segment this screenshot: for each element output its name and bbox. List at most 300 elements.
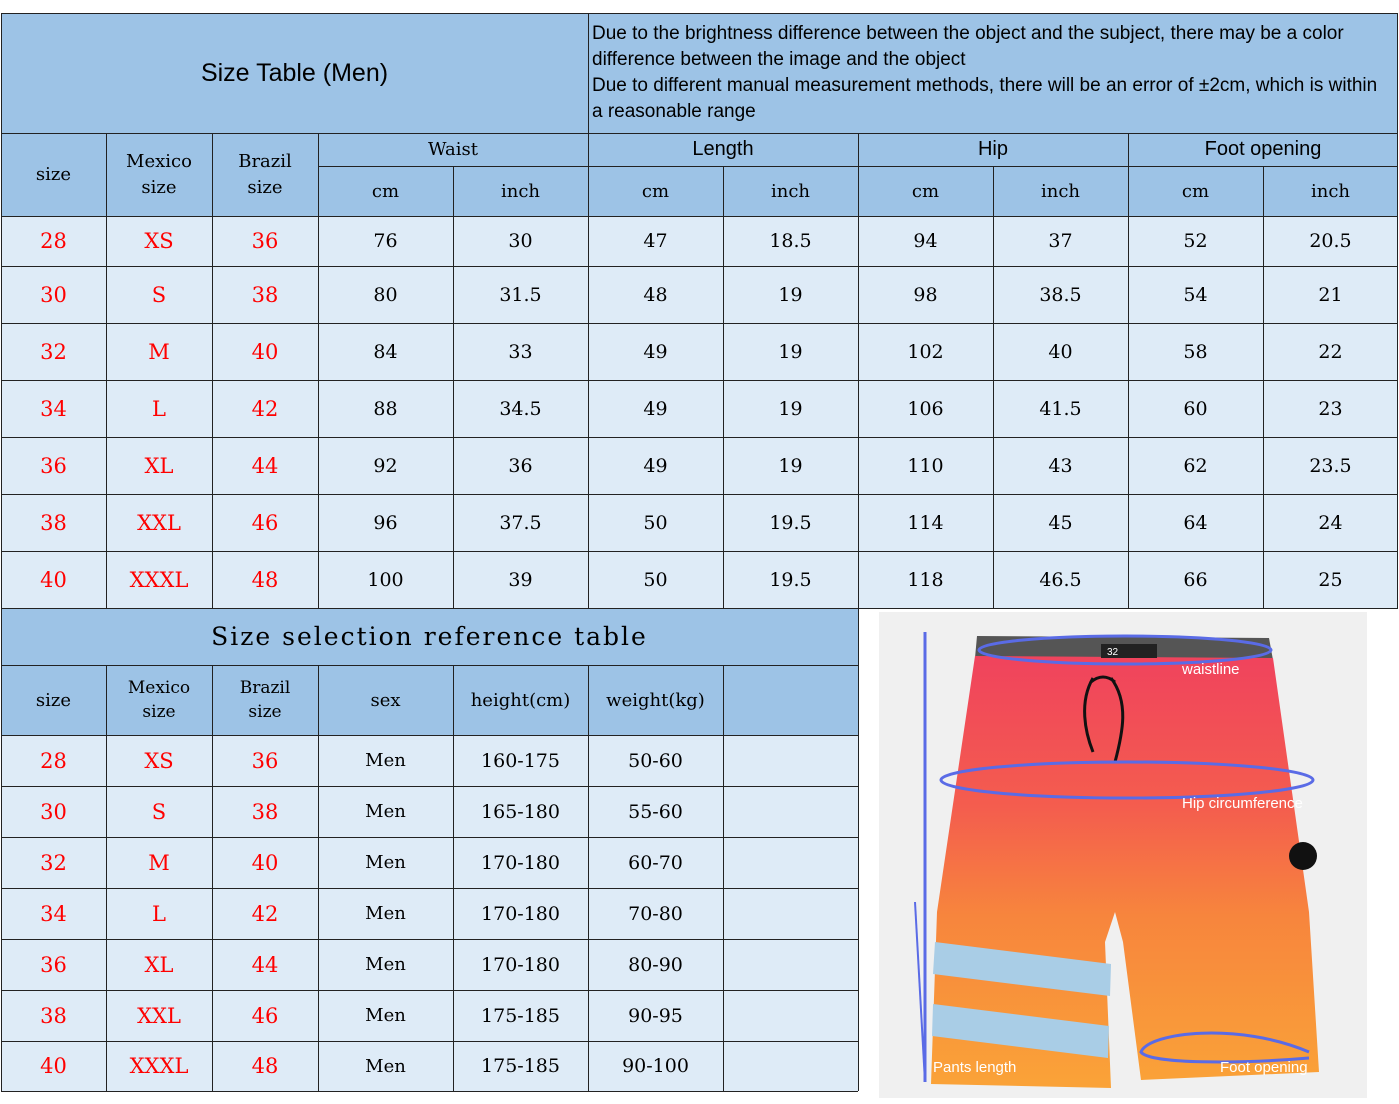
size-table-notes [588, 13, 1398, 133]
group-header-label: Foot opening [1204, 138, 1322, 160]
unit-label: cm [911, 180, 940, 202]
brazil-cell [212, 494, 318, 551]
brazil-cell [212, 437, 318, 494]
group-header-label: Waist [428, 139, 478, 160]
header-mexico-1: Mexico [126, 150, 192, 172]
sel-header-height-label: height(cm) [470, 689, 571, 711]
grid-line [212, 133, 213, 608]
measure-cell [318, 494, 453, 551]
sel-height-cell [453, 786, 588, 837]
sel-height-cell [453, 735, 588, 786]
measure-cell [993, 494, 1128, 551]
sel-size-cell [1, 786, 106, 837]
measure-cell [1128, 380, 1263, 437]
sel-size-cell [1, 939, 106, 990]
sel-mexico-value: S [151, 799, 167, 824]
measure-value: 21 [1318, 283, 1343, 306]
measure-cell [1128, 216, 1263, 266]
sel-header-weight [588, 665, 723, 735]
sel-empty-cell [723, 990, 858, 1041]
sel-sex-cell [318, 786, 453, 837]
grid-line [1, 13, 1398, 14]
sel-height-cell [453, 1041, 588, 1091]
measure-cell [723, 380, 858, 437]
measure-value: 40 [1048, 340, 1073, 363]
sel-mexico-cell [106, 735, 212, 786]
sel-size-value: 34 [40, 901, 67, 926]
measure-cell [723, 551, 858, 608]
selection-title-cell [1, 608, 858, 665]
size-value: 32 [40, 339, 67, 364]
measure-cell [858, 323, 993, 380]
measure-cell [858, 494, 993, 551]
sel-header-height [453, 665, 588, 735]
measure-cell [588, 494, 723, 551]
measure-value: 24 [1318, 511, 1343, 534]
sel-weight-cell [588, 990, 723, 1041]
size-tag-text: 32 [1107, 647, 1119, 658]
sel-mexico-cell [106, 990, 212, 1041]
size-value: 38 [40, 510, 67, 535]
sel-header-empty [723, 665, 858, 735]
measure-cell [588, 216, 723, 266]
grid-line [1, 939, 858, 940]
sel-brazil-value: 38 [251, 799, 279, 824]
measure-cell [318, 266, 453, 323]
measure-value: 31.5 [499, 283, 542, 306]
mexico-cell [106, 494, 212, 551]
size-cell [1, 323, 106, 380]
measure-cell [588, 266, 723, 323]
sel-weight-value: 80-90 [628, 953, 683, 976]
sel-height-value: 160-175 [481, 749, 560, 772]
brazil-cell [212, 266, 318, 323]
sel-mexico-value: XXXL [129, 1054, 189, 1078]
sel-header-sex [318, 665, 453, 735]
group-header-label: Length [692, 138, 754, 160]
sel-sex-value: Men [365, 954, 406, 975]
grid-line [1, 888, 858, 889]
unit-label: cm [641, 180, 670, 202]
measure-value: 80 [373, 283, 398, 306]
sel-weight-cell [588, 1041, 723, 1091]
grid-line [1, 837, 858, 838]
hip-label: Hip circumference [1182, 795, 1303, 812]
measure-cell [1263, 494, 1398, 551]
measure-value: 118 [907, 568, 944, 591]
grid-line [1, 133, 1398, 134]
sel-weight-value: 70-80 [628, 902, 683, 925]
unit-header [453, 166, 588, 216]
measure-cell [858, 437, 993, 494]
grid-line [1, 380, 1398, 381]
sel-brazil-cell [212, 1041, 318, 1091]
sel-empty-cell [723, 786, 858, 837]
unit-header [858, 166, 993, 216]
sel-sex-value: Men [365, 903, 406, 924]
measure-value: 38.5 [1039, 283, 1082, 306]
measure-value: 64 [1183, 511, 1208, 534]
group-header [1128, 133, 1398, 166]
unit-header [723, 166, 858, 216]
measure-value: 36 [508, 454, 533, 477]
sel-empty-cell [723, 939, 858, 990]
mexico-cell [106, 323, 212, 380]
size-cell [1, 494, 106, 551]
mexico-cell [106, 266, 212, 323]
sel-size-value: 28 [40, 748, 67, 773]
grid-line [1, 551, 1398, 552]
measure-value: 60 [1183, 397, 1208, 420]
foot-opening-label: Foot opening [1220, 1059, 1308, 1076]
measure-value: 37.5 [499, 511, 542, 534]
sel-sex-value: Men [365, 801, 406, 822]
sel-empty-cell [723, 735, 858, 786]
measure-value: 37 [1048, 230, 1073, 252]
sel-size-cell [1, 1041, 106, 1091]
sel-brazil-value: 42 [251, 901, 279, 926]
mexico-cell [106, 216, 212, 266]
measure-cell [453, 551, 588, 608]
sel-height-value: 170-180 [481, 902, 560, 925]
sel-weight-value: 50-60 [628, 749, 683, 772]
unit-header [1263, 166, 1398, 216]
sel-mexico-cell [106, 1041, 212, 1091]
sel-brazil-value: 44 [251, 952, 279, 977]
measure-cell [453, 380, 588, 437]
size-cell [1, 266, 106, 323]
sel-size-cell [1, 888, 106, 939]
unit-label: inch [770, 180, 811, 202]
measure-value: 49 [643, 340, 668, 363]
measure-value: 66 [1183, 568, 1208, 591]
measure-cell [318, 551, 453, 608]
measure-cell [723, 323, 858, 380]
measure-cell [993, 323, 1128, 380]
grid-line [1, 665, 858, 666]
measure-value: 98 [913, 283, 938, 306]
sel-mexico-value: XS [144, 748, 174, 773]
sel-brazil-value: 48 [251, 1054, 279, 1078]
sel-weight-cell [588, 786, 723, 837]
measure-value: 20.5 [1309, 230, 1352, 252]
size-table-title-cell [1, 13, 588, 133]
measure-cell [453, 494, 588, 551]
size-value: 34 [40, 396, 67, 421]
measure-value: 22 [1318, 340, 1343, 363]
measure-cell [858, 551, 993, 608]
sel-height-value: 175-185 [481, 1004, 560, 1027]
measure-value: 47 [643, 230, 668, 252]
sel-height-cell [453, 837, 588, 888]
measure-value: 76 [373, 230, 398, 252]
sel-brazil-cell [212, 990, 318, 1041]
sel-weight-value: 60-70 [628, 851, 683, 874]
sel-mexico-value: L [152, 901, 166, 926]
header-mexico-2: size [141, 176, 177, 198]
sel-size-cell [1, 990, 106, 1041]
size-value: 30 [40, 282, 67, 307]
sel-mexico-cell [106, 837, 212, 888]
pants-length-label: Pants length [933, 1059, 1017, 1076]
measure-value: 19.5 [769, 568, 812, 591]
grid-line [1, 323, 1398, 324]
unit-label: inch [1310, 180, 1351, 202]
measure-cell [1128, 551, 1263, 608]
measure-cell [723, 266, 858, 323]
sel-height-cell [453, 888, 588, 939]
measure-cell [1128, 266, 1263, 323]
mexico-value: XXL [137, 510, 181, 535]
mexico-cell [106, 380, 212, 437]
measure-value: 58 [1183, 340, 1208, 363]
sel-empty-cell [723, 837, 858, 888]
sel-mexico-cell [106, 888, 212, 939]
measure-value: 50 [643, 568, 668, 591]
mexico-value: XL [144, 453, 174, 478]
sel-height-value: 175-185 [481, 1055, 560, 1077]
sel-header-mexico [106, 665, 212, 735]
sel-weight-value: 55-60 [628, 800, 683, 823]
measure-cell [318, 380, 453, 437]
sel-brazil-value: 40 [251, 850, 279, 875]
size-value: 28 [40, 229, 67, 253]
sel-size-cell [1, 735, 106, 786]
measure-cell [993, 266, 1128, 323]
measure-value: 114 [907, 511, 944, 534]
sel-mexico-cell [106, 786, 212, 837]
grid-line [858, 608, 859, 1091]
grid-line [318, 665, 319, 1091]
sel-sex-cell [318, 939, 453, 990]
grid-line [453, 166, 454, 608]
sel-brazil-value: 36 [251, 748, 279, 773]
measure-cell [723, 494, 858, 551]
sel-header-brazil-1: Brazil [239, 678, 291, 698]
grid-line [1, 735, 858, 736]
measure-value: 88 [373, 397, 398, 420]
unit-header [318, 166, 453, 216]
sel-header-brazil [212, 665, 318, 735]
sel-size-value: 40 [40, 1054, 67, 1078]
measure-cell [453, 266, 588, 323]
group-header [858, 133, 1128, 166]
grid-line [993, 166, 994, 608]
measure-cell [993, 437, 1128, 494]
mexico-cell [106, 437, 212, 494]
measure-cell [993, 216, 1128, 266]
grid-line [1263, 166, 1264, 608]
sel-size-value: 32 [40, 850, 67, 875]
size-table-title: Size Table (Men) [200, 58, 389, 87]
grid-line [588, 13, 589, 608]
grid-line [1, 13, 2, 1091]
measure-value: 100 [367, 568, 404, 591]
waistline-label: waistline [1182, 661, 1240, 678]
measure-cell [723, 216, 858, 266]
grid-line [723, 665, 724, 1091]
sel-brazil-cell [212, 735, 318, 786]
size-cell [1, 551, 106, 608]
sel-size-cell [1, 837, 106, 888]
sel-empty-cell [723, 1041, 858, 1091]
sel-header-size [1, 665, 106, 735]
grid-line [1, 786, 858, 787]
note-2: Due to different manual measurement methods, there will be an error of ±2cm, which is within a reasonable range [592, 75, 1378, 122]
group-header [318, 133, 588, 166]
grid-line [1397, 13, 1398, 608]
grid-line [1, 608, 1398, 609]
measure-cell [318, 216, 453, 266]
measure-value: 54 [1183, 283, 1208, 306]
grid-line [453, 665, 454, 1091]
sel-mexico-value: M [148, 850, 170, 875]
brazil-value: 48 [251, 567, 279, 592]
group-header-label: Hip [977, 138, 1008, 160]
sel-header-mexico-1: Mexico [127, 678, 191, 698]
sel-size-value: 36 [40, 952, 67, 977]
measure-value: 39 [508, 568, 533, 591]
note-1: Due to the brightness difference between the object and the subject, there may be a color difference between the image and the object [592, 23, 1344, 70]
measure-value: 19 [778, 397, 803, 420]
measure-cell [858, 266, 993, 323]
sel-height-cell [453, 939, 588, 990]
sel-weight-value: 90-100 [622, 1055, 689, 1077]
measure-cell [1263, 266, 1398, 323]
measure-value: 49 [643, 397, 668, 420]
sel-empty-cell [723, 888, 858, 939]
sel-brazil-cell [212, 888, 318, 939]
measure-value: 96 [373, 511, 398, 534]
sel-size-value: 30 [40, 799, 67, 824]
sel-header-sex-label: sex [370, 689, 401, 711]
measure-value: 23.5 [1309, 454, 1352, 477]
sel-sex-value: Men [365, 1055, 406, 1077]
sel-sex-cell [318, 735, 453, 786]
unit-header [588, 166, 723, 216]
sel-height-value: 165-180 [481, 800, 560, 823]
sel-sex-value: Men [365, 852, 406, 873]
measure-cell [723, 437, 858, 494]
sel-header-size-label: size [35, 689, 72, 711]
grid-line [1, 437, 1398, 438]
measure-cell [858, 380, 993, 437]
brazil-cell [212, 380, 318, 437]
sel-weight-cell [588, 837, 723, 888]
measure-value: 23 [1318, 397, 1343, 420]
measure-value: 30 [508, 230, 533, 252]
grid-line [1, 266, 1398, 267]
grid-line [212, 665, 213, 1091]
measure-cell [993, 551, 1128, 608]
brazil-cell [212, 323, 318, 380]
measure-cell [1128, 494, 1263, 551]
measure-cell [588, 551, 723, 608]
measure-value: 62 [1183, 454, 1208, 477]
measure-value: 48 [643, 283, 668, 306]
measure-cell [1128, 437, 1263, 494]
grid-line [318, 133, 319, 608]
grid-line [723, 166, 724, 608]
measure-value: 49 [643, 454, 668, 477]
sel-weight-cell [588, 939, 723, 990]
grid-line [106, 665, 107, 1091]
shorts-illustration [879, 612, 1367, 1098]
size-cell [1, 216, 106, 266]
measure-cell [1263, 323, 1398, 380]
sel-size-value: 38 [40, 1003, 67, 1028]
sel-sex-value: Men [365, 1005, 406, 1026]
sel-brazil-cell [212, 939, 318, 990]
grid-line [106, 133, 107, 608]
unit-label: cm [1181, 180, 1210, 202]
measure-value: 102 [907, 340, 944, 363]
grid-line [858, 133, 859, 608]
measure-value: 41.5 [1039, 397, 1082, 420]
measure-value: 94 [913, 230, 938, 252]
header-mexico [106, 133, 212, 216]
sel-sex-cell [318, 990, 453, 1041]
sel-header-brazil-2: size [248, 702, 282, 722]
measure-value: 52 [1183, 230, 1208, 252]
size-value: 40 [40, 567, 67, 592]
sel-header-weight-label: weight(kg) [606, 689, 705, 711]
sel-mexico-value: XL [144, 952, 174, 977]
sel-sex-cell [318, 888, 453, 939]
measure-cell [588, 380, 723, 437]
sel-sex-cell [318, 1041, 453, 1091]
measure-cell [588, 323, 723, 380]
measure-value: 19 [778, 340, 803, 363]
grid-line [1128, 133, 1129, 608]
measure-cell [453, 216, 588, 266]
garment-image [879, 612, 1367, 1098]
mexico-value: L [152, 396, 166, 421]
sel-height-value: 170-180 [481, 953, 560, 976]
measure-value: 106 [907, 397, 944, 420]
measure-cell [993, 380, 1128, 437]
sel-mexico-value: XXL [137, 1003, 181, 1028]
header-brazil [212, 133, 318, 216]
grid-line [1, 1091, 858, 1092]
measure-cell [1128, 323, 1263, 380]
brazil-value: 42 [251, 396, 279, 421]
brazil-value: 40 [251, 339, 279, 364]
size-cell [1, 437, 106, 494]
sel-height-value: 170-180 [481, 851, 560, 874]
measure-cell [318, 323, 453, 380]
measure-cell [453, 437, 588, 494]
measure-value: 46.5 [1039, 568, 1082, 591]
mexico-value: M [148, 339, 170, 364]
unit-header [1128, 166, 1263, 216]
measure-value: 18.5 [769, 230, 812, 252]
measure-cell [1263, 380, 1398, 437]
sel-weight-cell [588, 888, 723, 939]
header-brazil-1: Brazil [238, 150, 292, 172]
sel-sex-cell [318, 837, 453, 888]
measure-cell [1263, 437, 1398, 494]
sel-mexico-cell [106, 939, 212, 990]
brand-logo-icon [1289, 842, 1317, 870]
brazil-cell [212, 551, 318, 608]
measure-value: 19 [778, 283, 803, 306]
measure-cell [588, 437, 723, 494]
measure-value: 33 [508, 340, 533, 363]
measure-cell [858, 216, 993, 266]
measure-cell [1263, 551, 1398, 608]
header-size-label: size [35, 164, 72, 185]
